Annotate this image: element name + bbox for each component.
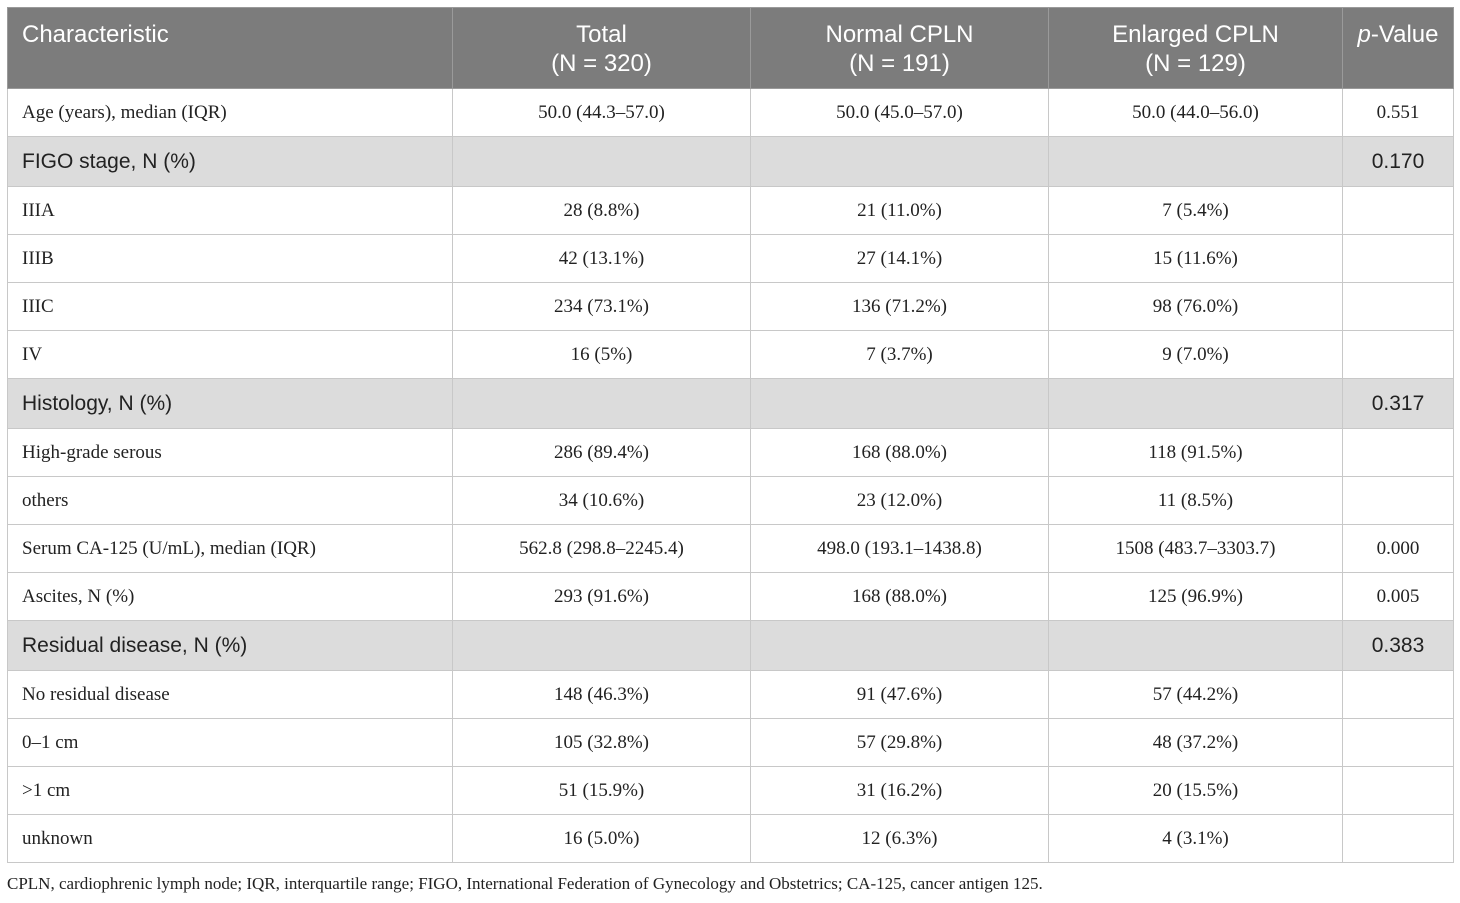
normal-cpln-cell: [751, 137, 1049, 187]
normal-cpln-cell: [751, 379, 1049, 429]
table-row: [8, 671, 1454, 719]
total-cell: 51 (15.9%): [453, 767, 751, 815]
table-group-row: [8, 137, 1454, 187]
total-cell: [453, 621, 751, 671]
normal-cpln-cell: 23 (12.0%): [751, 477, 1049, 525]
p-value-cell: [1343, 671, 1454, 719]
normal-cpln-cell: 57 (29.8%): [751, 719, 1049, 767]
p-value-cell: 0.170: [1343, 137, 1454, 187]
header-enlarged-cpln: [1049, 8, 1343, 89]
header-p-rest: -Value: [1370, 21, 1439, 48]
header-total: [453, 8, 751, 89]
table-row: [8, 331, 1454, 379]
normal-cpln-cell: 168 (88.0%): [751, 429, 1049, 477]
total-cell: 16 (5%): [453, 331, 751, 379]
header-characteristic-label: Characteristic: [22, 21, 169, 48]
enlarged-cpln-cell: 1508 (483.7–3303.7): [1049, 525, 1343, 573]
normal-cpln-cell: 50.0 (45.0–57.0): [751, 89, 1049, 137]
header-total-n: (N = 320): [551, 50, 652, 77]
table-footnote: CPLN, cardiophrenic lymph node; IQR, interquartile range; FIGO, International Federation of Gynecology and Obstetrics; CA-125, cancer antigen 125.: [7, 874, 1043, 893]
normal-cpln-cell: 31 (16.2%): [751, 767, 1049, 815]
row-label-cell: Residual disease, N (%): [8, 621, 453, 671]
total-cell: 50.0 (44.3–57.0): [453, 89, 751, 137]
normal-cpln-cell: 21 (11.0%): [751, 187, 1049, 235]
p-value-cell: 0.383: [1343, 621, 1454, 671]
normal-cpln-cell: 27 (14.1%): [751, 235, 1049, 283]
header-characteristic: [8, 8, 453, 89]
p-value-cell: 0.005: [1343, 573, 1454, 621]
table-row: [8, 525, 1454, 573]
header-p-italic: p: [1357, 21, 1371, 48]
normal-cpln-cell: 168 (88.0%): [751, 573, 1049, 621]
p-value-cell: [1343, 477, 1454, 525]
normal-cpln-cell: [751, 621, 1049, 671]
table-row: [8, 815, 1454, 863]
normal-cpln-cell: 12 (6.3%): [751, 815, 1049, 863]
total-cell: 42 (13.1%): [453, 235, 751, 283]
p-value-cell: [1343, 187, 1454, 235]
enlarged-cpln-cell: 11 (8.5%): [1049, 477, 1343, 525]
total-cell: 28 (8.8%): [453, 187, 751, 235]
header-enlarged-label: Enlarged CPLN: [1112, 21, 1279, 48]
table-group-row: [8, 621, 1454, 671]
row-label-cell: IIIA: [8, 187, 453, 235]
table-row: [8, 719, 1454, 767]
enlarged-cpln-cell: 15 (11.6%): [1049, 235, 1343, 283]
table-row: [8, 767, 1454, 815]
enlarged-cpln-cell: [1049, 621, 1343, 671]
baseline-characteristics-table-wrapper: [7, 7, 1453, 863]
row-label-cell: No residual disease: [8, 671, 453, 719]
p-value-cell: 0.000: [1343, 525, 1454, 573]
p-value-cell: [1343, 815, 1454, 863]
table-row: [8, 429, 1454, 477]
table-row: [8, 283, 1454, 331]
p-value-cell: 0.551: [1343, 89, 1454, 137]
normal-cpln-cell: 136 (71.2%): [751, 283, 1049, 331]
header-enlarged-n: (N = 129): [1145, 50, 1246, 77]
row-label-cell: Serum CA-125 (U/mL), median (IQR): [8, 525, 453, 573]
p-value-cell: [1343, 767, 1454, 815]
total-cell: 286 (89.4%): [453, 429, 751, 477]
row-label-cell: Histology, N (%): [8, 379, 453, 429]
total-cell: 105 (32.8%): [453, 719, 751, 767]
p-value-cell: 0.317: [1343, 379, 1454, 429]
row-label-cell: 0–1 cm: [8, 719, 453, 767]
total-cell: 293 (91.6%): [453, 573, 751, 621]
total-cell: 148 (46.3%): [453, 671, 751, 719]
row-label-cell: unknown: [8, 815, 453, 863]
total-cell: 34 (10.6%): [453, 477, 751, 525]
row-label-cell: Age (years), median (IQR): [8, 89, 453, 137]
enlarged-cpln-cell: 20 (15.5%): [1049, 767, 1343, 815]
enlarged-cpln-cell: 50.0 (44.0–56.0): [1049, 89, 1343, 137]
total-cell: [453, 137, 751, 187]
total-cell: 234 (73.1%): [453, 283, 751, 331]
table-row: [8, 477, 1454, 525]
header-total-label: Total: [576, 21, 627, 48]
enlarged-cpln-cell: [1049, 379, 1343, 429]
baseline-characteristics-table: [7, 7, 1454, 863]
table-row: [8, 235, 1454, 283]
normal-cpln-cell: 498.0 (193.1–1438.8): [751, 525, 1049, 573]
table-header-row: [8, 8, 1454, 89]
row-label-cell: Ascites, N (%): [8, 573, 453, 621]
row-label-cell: >1 cm: [8, 767, 453, 815]
row-label-cell: FIGO stage, N (%): [8, 137, 453, 187]
enlarged-cpln-cell: 57 (44.2%): [1049, 671, 1343, 719]
enlarged-cpln-cell: 98 (76.0%): [1049, 283, 1343, 331]
enlarged-cpln-cell: 118 (91.5%): [1049, 429, 1343, 477]
enlarged-cpln-cell: 125 (96.9%): [1049, 573, 1343, 621]
table-group-row: [8, 379, 1454, 429]
row-label-cell: others: [8, 477, 453, 525]
header-normal-n: (N = 191): [849, 50, 950, 77]
row-label-cell: IIIC: [8, 283, 453, 331]
p-value-cell: [1343, 331, 1454, 379]
normal-cpln-cell: 7 (3.7%): [751, 331, 1049, 379]
enlarged-cpln-cell: 48 (37.2%): [1049, 719, 1343, 767]
total-cell: 16 (5.0%): [453, 815, 751, 863]
enlarged-cpln-cell: 9 (7.0%): [1049, 331, 1343, 379]
p-value-cell: [1343, 429, 1454, 477]
total-cell: 562.8 (298.8–2245.4): [453, 525, 751, 573]
enlarged-cpln-cell: 4 (3.1%): [1049, 815, 1343, 863]
table-row: [8, 573, 1454, 621]
header-normal-label: Normal CPLN: [825, 21, 974, 48]
p-value-cell: [1343, 283, 1454, 331]
row-label-cell: IIIB: [8, 235, 453, 283]
row-label-cell: High-grade serous: [8, 429, 453, 477]
normal-cpln-cell: 91 (47.6%): [751, 671, 1049, 719]
p-value-cell: [1343, 719, 1454, 767]
table-body: [8, 89, 1454, 863]
enlarged-cpln-cell: [1049, 137, 1343, 187]
header-normal-cpln: [751, 8, 1049, 89]
header-p-value: [1343, 8, 1454, 89]
enlarged-cpln-cell: 7 (5.4%): [1049, 187, 1343, 235]
table-row: [8, 187, 1454, 235]
table-row: [8, 89, 1454, 137]
total-cell: [453, 379, 751, 429]
row-label-cell: IV: [8, 331, 453, 379]
p-value-cell: [1343, 235, 1454, 283]
